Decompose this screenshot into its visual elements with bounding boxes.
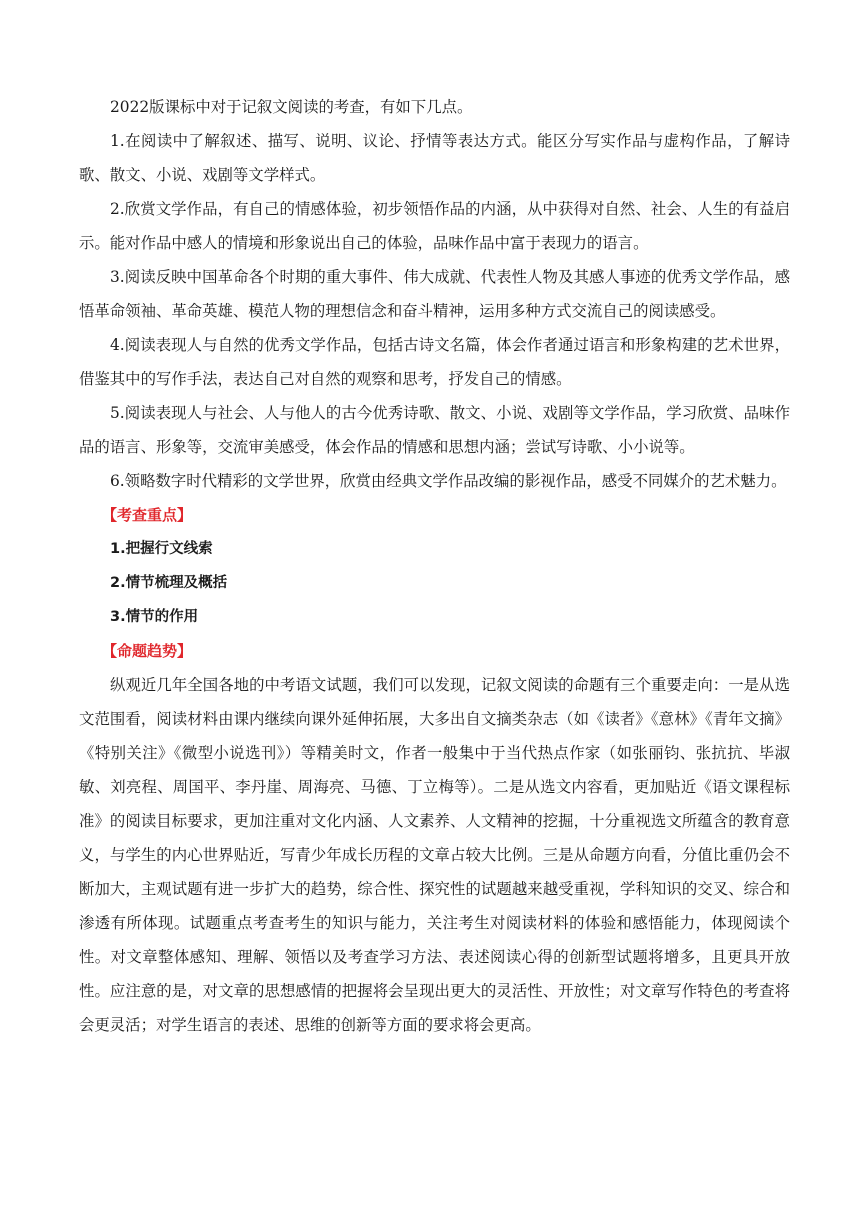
requirement-5: 5.阅读表现人与社会、人与他人的古今优秀诗歌、散文、小说、戏剧等文学作品，学习欣赏、品味作品的语言、形象等，交流审美感受，体会作品的情感和思想内涵；尝试写诗歌、小小说等。 xyxy=(79,404,790,456)
key-points-heading: 【考查重点】 xyxy=(102,506,193,524)
requirement-2: 2.欣赏文学作品，有自己的情感体验，初步领悟作品的内涵，从中获得对自然、社会、人生的有益启示。能对作品中感人的情境和形象说出自己的体验，品味作品中富于表现力的语言。 xyxy=(79,200,790,252)
trend-heading: 【命题趋势】 xyxy=(102,642,193,660)
key-point-item: 3.情节的作用 xyxy=(110,609,199,625)
trend-paragraph: 纵观近几年全国各地的中考语文试题，我们可以发现，记叙文阅读的命题有三个重要走向：一是从选文范围看，阅读材料由课内继续向课外延伸拓展，大多出自文摘类杂志（如《读者》《意林》《青年文摘》《特别关注》《微型小说选刊》）等精美时文，作者一般集中于当代热点作家（如张丽钧、张抗抗、毕淑敏、刘亮程、周国平、李丹崖、周海亮、马德、丁立梅等）。二是从选文内容看，更加贴近《语文课程标准》的阅读目标要求，更加注重对文化内涵、人文素养、人文精神的挖掘，十分重视选文所蕴含的教育意义，与学生的内心世界贴近，写青少年成长历程的文章占较大比例。三是从命题方向看，分值比重仍会不断加大，主观试题有进一步扩大的趋势，综合性、探究性的试题越来越受重视，学科知识的交叉、综合和渗透有所体现。试题重点考查考生的知识与能力，关注考生对阅读材料的体验和感悟能力，体现阅读个性。对文章整体感知、理解、领悟以及考查学习方法、表述阅读心得的创新型试题将增多，且更具开放性。应注意的是，对文章的思想感情的把握将会呈现出更大的灵活性、开放性；对文章写作特色的考查将会更灵活；对学生语言的表述、思维的创新等方面的要求将会更高。 xyxy=(79,676,790,1034)
intro-paragraph: 2022版课标中对于记叙文阅读的考查，有如下几点。 xyxy=(110,98,473,116)
requirement-3: 3.阅读反映中国革命各个时期的重大事件、伟大成就、代表性人物及其感人事迹的优秀文学作品，感悟革命领袖、革命英雄、模范人物的理想信念和奋斗精神，运用多种方式交流自己的阅读感受。 xyxy=(79,268,790,320)
key-point-item: 2.情节梳理及概括 xyxy=(110,575,228,591)
requirement-6: 6.领略数字时代精彩的文学世界，欣赏由经典文学作品改编的影视作品，感受不同媒介的艺术魅力。 xyxy=(110,472,787,490)
key-point-item: 1.把握行文线索 xyxy=(110,541,213,557)
requirement-1: 1.在阅读中了解叙述、描写、说明、议论、抒情等表达方式。能区分写实作品与虚构作品，了解诗歌、散文、小说、戏剧等文学样式。 xyxy=(79,132,790,184)
requirement-4: 4.阅读表现人与自然的优秀文学作品，包括古诗文名篇，体会作者通过语言和形象构建的艺术世界，借鉴其中的写作手法，表达自己对自然的观察和思考，抒发自己的情感。 xyxy=(79,336,790,388)
